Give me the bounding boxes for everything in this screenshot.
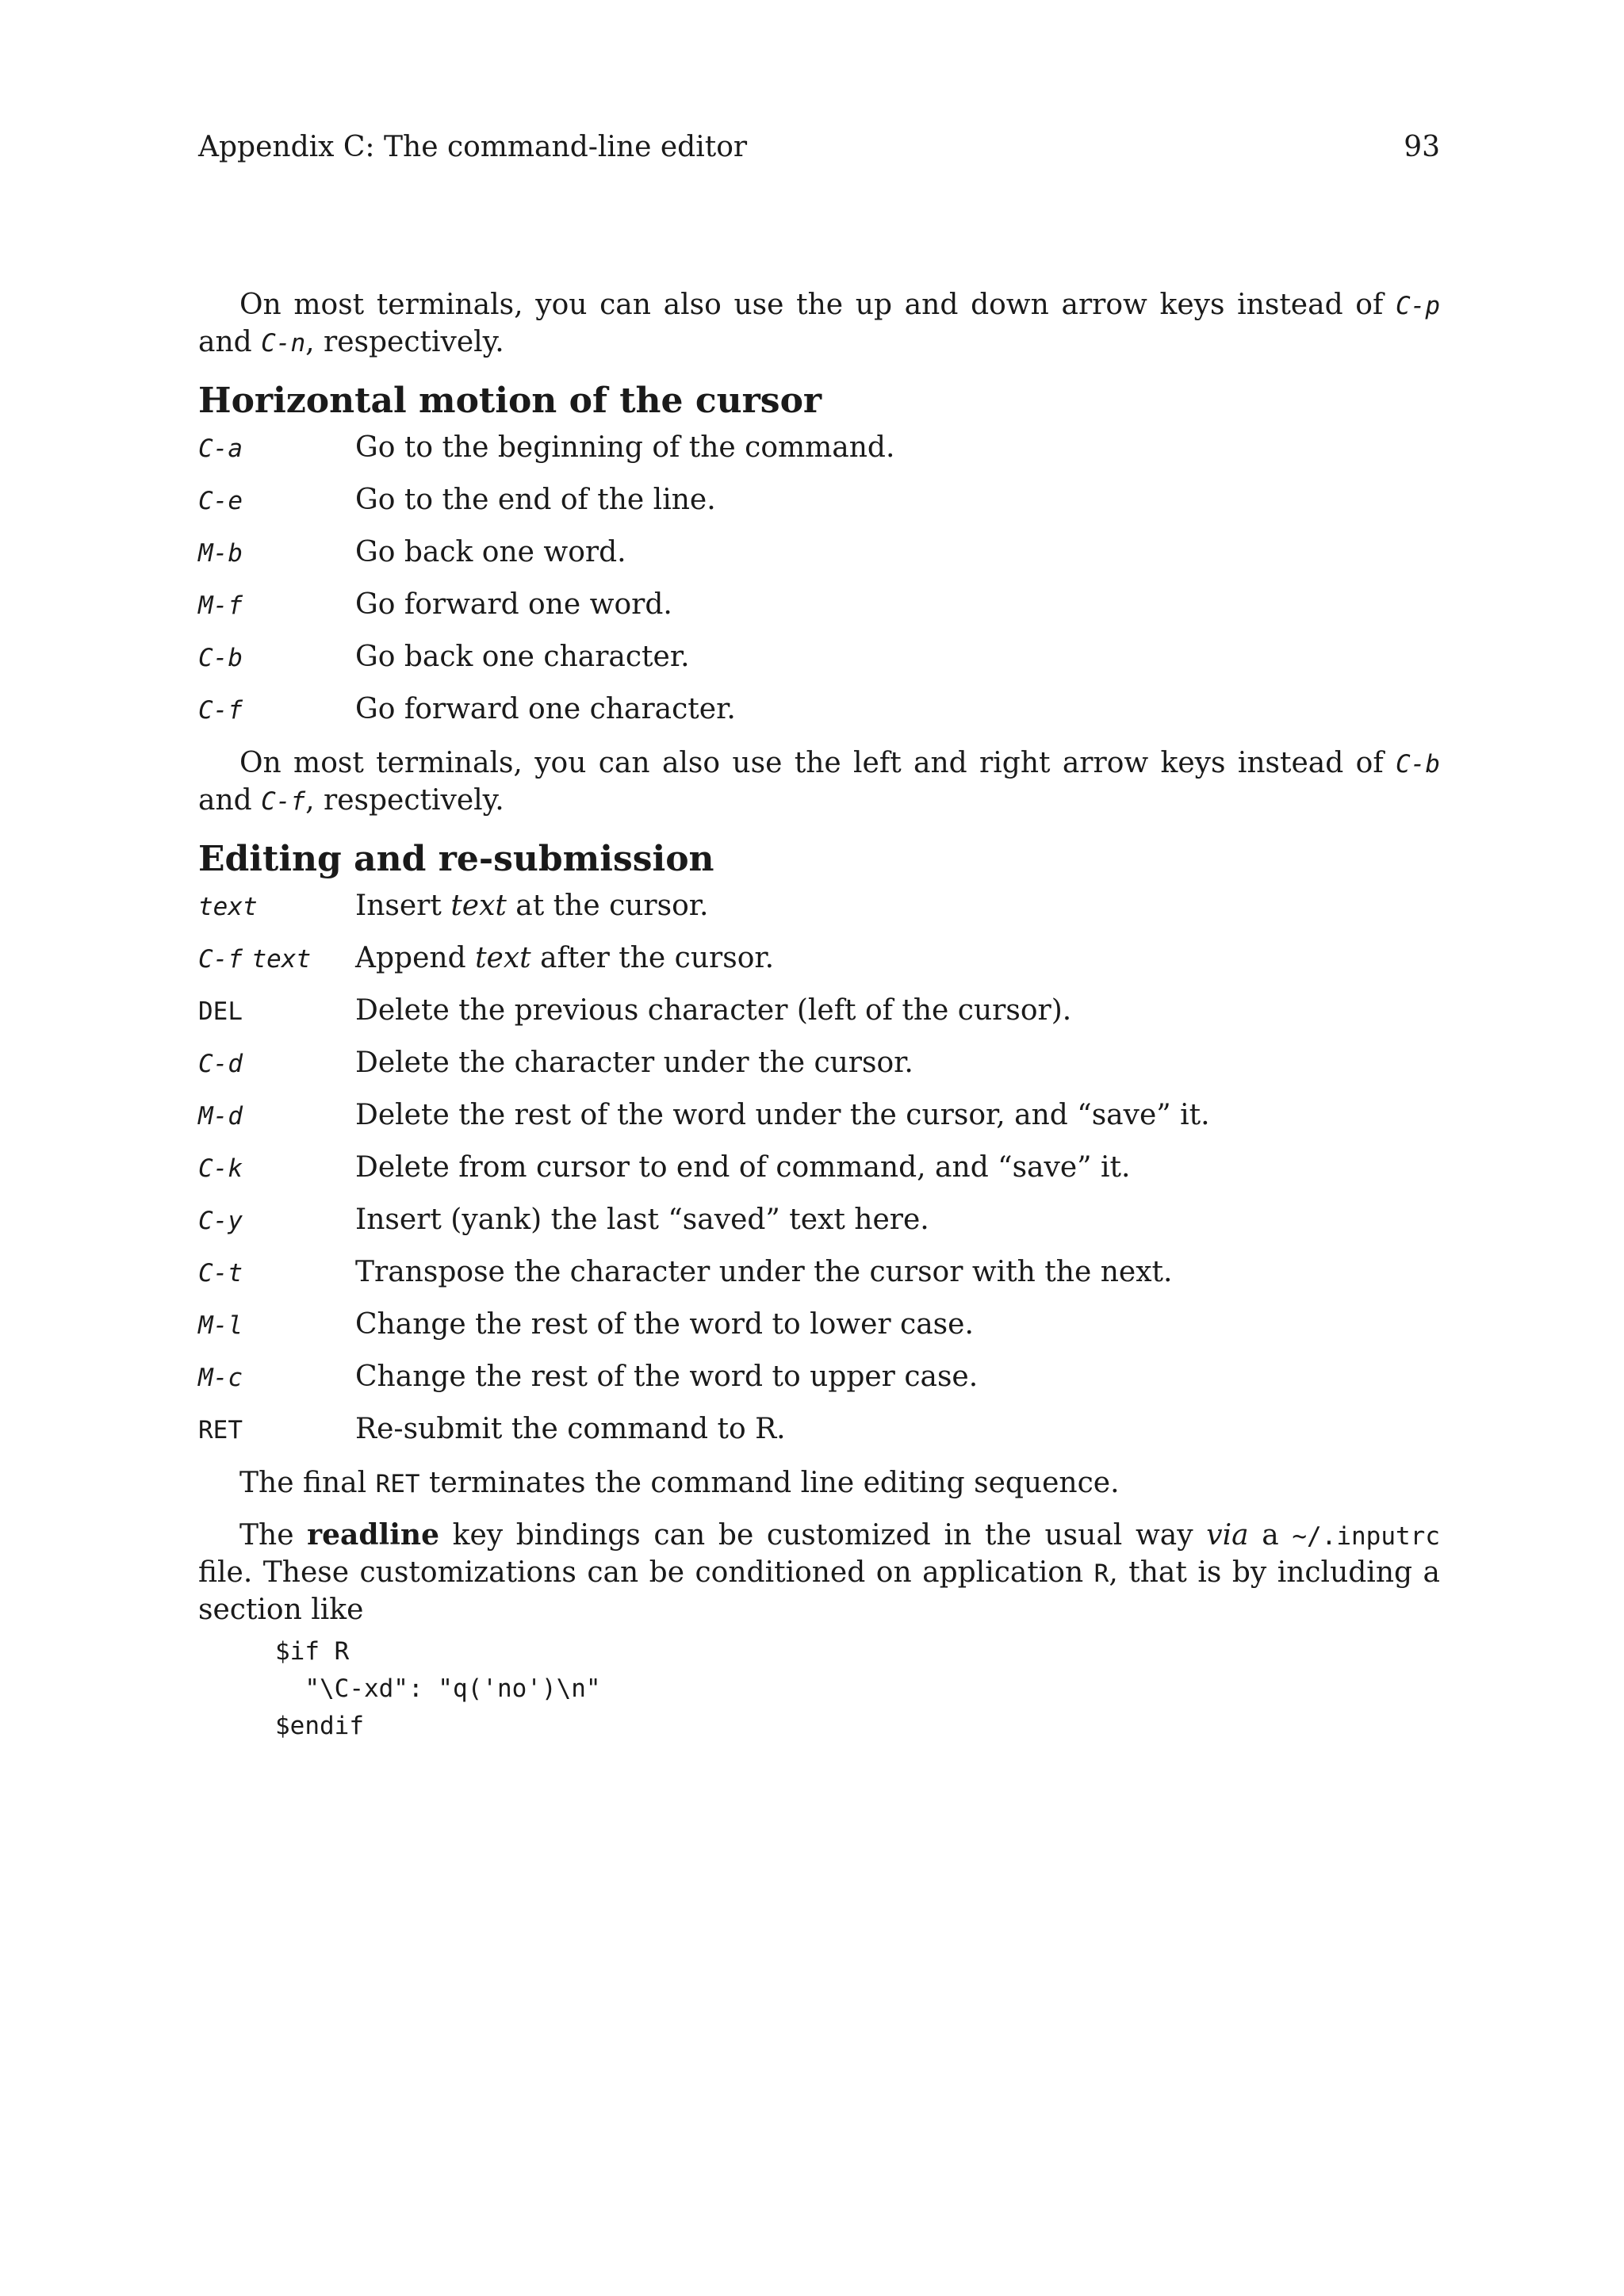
key-binding: DEL xyxy=(198,997,243,1026)
key-binding: C-a xyxy=(198,434,243,463)
inputrc-filename: ~/.inputrc xyxy=(1292,1522,1440,1551)
key-binding: M-c xyxy=(198,1364,243,1392)
list-item xyxy=(198,588,1440,641)
list-item xyxy=(198,1099,1440,1151)
key-description xyxy=(355,942,1440,974)
section-heading-horizontal-motion: Horizontal motion of the cursor xyxy=(198,381,822,421)
key-binding: C-t xyxy=(198,1259,243,1288)
section-heading-editing: Editing and re-submission xyxy=(198,839,714,879)
key-part: C-f xyxy=(198,945,243,974)
key-c-f: C-f xyxy=(261,787,306,816)
list-item xyxy=(198,1256,1440,1308)
emphasis-via: via xyxy=(1206,1519,1249,1552)
key-description: Delete from cursor to end of command, and “save” it. xyxy=(355,1151,1131,1184)
key-part: text xyxy=(251,945,312,974)
key-binding xyxy=(198,942,355,974)
key-description: Go back one character. xyxy=(355,641,690,673)
text-run: at the cursor. xyxy=(506,890,709,922)
key-description: Go forward one character. xyxy=(355,693,736,725)
editing-list xyxy=(198,890,1440,1465)
list-item xyxy=(198,994,1440,1047)
key-description: Insert (yank) the last “saved” text here. xyxy=(355,1203,929,1236)
key-description: Go forward one word. xyxy=(355,588,672,621)
key-description: Delete the rest of the word under the cursor, and “save” it. xyxy=(355,1099,1210,1131)
horizontal-motion-list xyxy=(198,431,1440,745)
text-run: terminates the command line editing sequence. xyxy=(419,1467,1120,1499)
key-c-p: C-p xyxy=(1396,292,1440,320)
key-binding: C-y xyxy=(198,1207,243,1235)
key-description: Delete the previous character (left of the cursor). xyxy=(355,994,1072,1027)
list-item xyxy=(198,693,1440,745)
text-run: after the cursor. xyxy=(530,942,775,974)
text-run: Append xyxy=(355,942,476,974)
key-binding: C-f xyxy=(198,696,243,725)
text-run: and xyxy=(198,326,262,358)
key-binding: C-k xyxy=(198,1154,243,1183)
list-item xyxy=(198,1308,1440,1360)
key-binding: M-b xyxy=(198,539,243,568)
key-description: Change the rest of the word to lower case. xyxy=(355,1308,974,1341)
text-run: key bindings can be customized in the usual way xyxy=(439,1519,1207,1552)
text-run: file. These customizations can be conditioned on application xyxy=(198,1556,1094,1589)
key-binding: text xyxy=(198,893,258,921)
list-item xyxy=(198,1047,1440,1099)
list-item xyxy=(198,431,1440,484)
key-binding: C-b xyxy=(198,644,243,672)
key-c-n: C-n xyxy=(261,329,306,358)
key-binding: C-e xyxy=(198,487,243,515)
list-item xyxy=(198,1151,1440,1203)
list-item xyxy=(198,942,1440,994)
key-description: Change the rest of the word to upper case. xyxy=(355,1360,979,1393)
key-binding: C-d xyxy=(198,1050,243,1078)
text-run: On most terminals, you can also use the left and right arrow keys instead of xyxy=(239,747,1396,779)
text-run: On most terminals, you can also use the up and down arrow keys instead of xyxy=(239,289,1396,321)
key-description: Go back one word. xyxy=(355,536,626,568)
key-binding: M-d xyxy=(198,1102,243,1131)
emphasis: text xyxy=(450,890,507,922)
key-binding: M-f xyxy=(198,591,243,620)
key-binding: M-l xyxy=(198,1311,243,1340)
key-description xyxy=(355,890,1440,922)
list-item xyxy=(198,890,1440,942)
paragraph-vertical-arrows xyxy=(198,287,1440,362)
page-body xyxy=(198,287,1440,1745)
list-item xyxy=(198,536,1440,588)
text-run: a xyxy=(1248,1519,1293,1552)
list-item xyxy=(198,484,1440,536)
text-run: , respectively. xyxy=(305,784,504,817)
text-run: The final xyxy=(239,1467,376,1499)
emphasis: text xyxy=(475,942,531,974)
text-run: and xyxy=(198,784,262,817)
header-title: Appendix C: The command-line editor xyxy=(198,131,748,163)
list-item xyxy=(198,641,1440,693)
key-description: Re-submit the command to R. xyxy=(355,1413,786,1445)
paragraph-readline xyxy=(198,1517,1440,1628)
key-description: Go to the end of the line. xyxy=(355,484,716,516)
key-description: Transpose the character under the cursor with the next. xyxy=(355,1256,1173,1288)
readline-term: readline xyxy=(307,1518,439,1552)
inputrc-code-block: $if R "\C-xd": "q('no')\n" $endif xyxy=(275,1637,601,1740)
paragraph-horizontal-arrows xyxy=(198,745,1440,820)
text-run: The xyxy=(239,1519,308,1552)
application-name: R xyxy=(1094,1559,1109,1588)
key-ret: RET xyxy=(375,1470,420,1498)
list-item xyxy=(198,1203,1440,1256)
key-binding: RET xyxy=(198,1416,243,1445)
list-item xyxy=(198,1413,1440,1465)
page-number: 93 xyxy=(1404,131,1440,163)
key-c-b: C-b xyxy=(1396,750,1440,779)
key-description: Go to the beginning of the command. xyxy=(355,431,895,464)
text-run: Insert xyxy=(355,890,451,922)
paragraph-final-ret xyxy=(198,1465,1440,1502)
list-item xyxy=(198,1360,1440,1413)
text-run: , respectively. xyxy=(305,326,504,358)
key-description: Delete the character under the cursor. xyxy=(355,1047,914,1079)
text-run: , that is by including a section like xyxy=(198,1556,1440,1626)
